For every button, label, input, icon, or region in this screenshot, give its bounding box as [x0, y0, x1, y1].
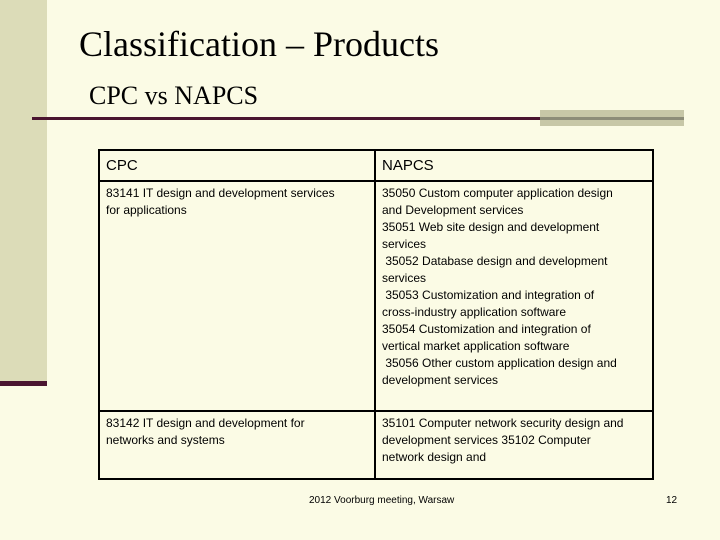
comparison-table [98, 149, 654, 480]
cell-line: 35051 Web site design and development [382, 220, 600, 234]
cell-line: 35053 Customization and integration of [382, 288, 595, 302]
cell-line: 83141 IT design and development services [106, 186, 335, 200]
header-cpc: CPC [99, 150, 375, 181]
slide-title: Classification – Products [79, 24, 439, 64]
slide-footer: 2012 Voorburg meeting, Warsaw [309, 495, 455, 506]
cell-line: services [382, 237, 427, 251]
slide-subtitle: CPC vs NAPCS [89, 81, 259, 110]
cell-line: and Development services [382, 203, 524, 217]
cell-line: 35050 Custom computer application design [382, 186, 613, 200]
table-row [99, 411, 653, 479]
napcs-cell [375, 411, 653, 479]
cell-line: for applications [106, 203, 187, 217]
cell-line: 35054 Customization and integration of [382, 322, 591, 336]
cell-line: cross-industry application software [382, 305, 567, 319]
napcs-cell [375, 181, 653, 411]
cell-line: network design and [382, 450, 487, 464]
cell-line: services [382, 271, 427, 285]
cpc-cell [99, 411, 375, 479]
cell-line: 83142 IT design and development for [106, 416, 305, 430]
table-row [99, 181, 653, 411]
page-number: 12 [666, 495, 678, 506]
cell-line: development services [382, 373, 499, 387]
left-decor-bar [0, 0, 47, 381]
table-header-row [99, 150, 653, 181]
cpc-cell [99, 181, 375, 411]
header-napcs: NAPCS [375, 150, 653, 181]
left-decor-accent [0, 381, 47, 386]
cell-line: development services 35102 Computer [382, 433, 591, 447]
divider-decor-line [540, 117, 684, 120]
cell-line: 35056 Other custom application design and [382, 356, 617, 370]
cell-line: 35052 Database design and development [382, 254, 608, 268]
cell-line: vertical market application software [382, 339, 570, 353]
cell-line: networks and systems [106, 433, 225, 447]
cell-line: 35101 Computer network security design and [382, 416, 624, 430]
